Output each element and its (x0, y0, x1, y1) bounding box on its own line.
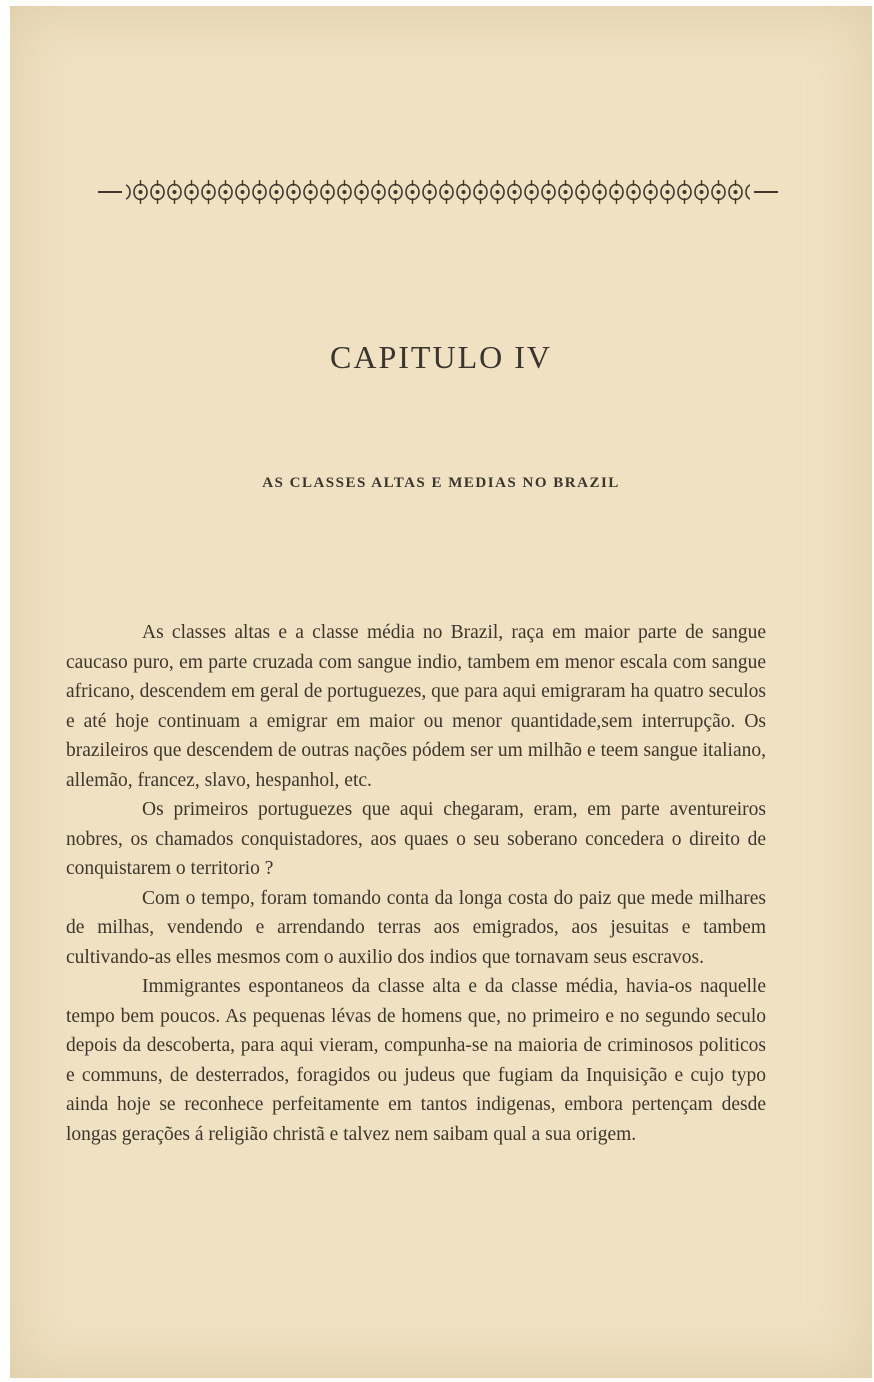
paragraph: Com o tempo, foram tomando conta da longa costa do paiz que mede milhares de milhas, vendendo e arrendando terras aos emigrados, aos jesuitas e tambem cultivando-as elles mesmos com o auxilio dos indios que tornavam seus escravos. (66, 887, 766, 968)
paragraph: Os primeiros portuguezes que aqui chegaram, eram, em parte aventureiros nobres, os chamados conquistadores, aos quaes o seu soberano concedera o direito de conquistarem o territorio ? (66, 799, 766, 879)
paragraph: As classes altas e a classe média no Brazil, raça em maior parte de sangue caucaso puro, em parte cruzada com sangue indio, tambem em menor escala com sangue africano, descendem em geral de portuguezes, que para aqui emigraram ha quatro seculos e até hoje continuam a emigrar em maior ou menor quantidade,sem interrupção. Os brazileiros que descendem de outras nações pódem ser um milhão e teem sangue italiano, allemão, francez, slavo, hespanhol, etc. (66, 622, 766, 791)
chapter-subtitle: AS CLASSES ALTAS E MEDIAS NO BRAZIL (262, 475, 620, 491)
book-page (10, 6, 872, 1378)
chapter-title: CAPITULO IV (330, 339, 552, 375)
paragraph: Immigrantes espontaneos da classe alta e da classe média, havia-os naquelle tempo bem poucos. As pequenas lévas de homens que, no primeiro e no segundo seculo depois da descoberta, para aqui vieram, compunha-se na maioria de criminosos politicos e communs, de desterrados, foragidos ou judeus que fugiam da Inquisição e cujo typo ainda hoje se reconhece perfeitamente em tantos indigenas, embora pertençam desde longas gerações á religião christã e talvez nem saibam qual a sua origem. (66, 976, 766, 1145)
chapter-body (66, 618, 766, 1149)
decorative-border-icon (98, 172, 778, 212)
